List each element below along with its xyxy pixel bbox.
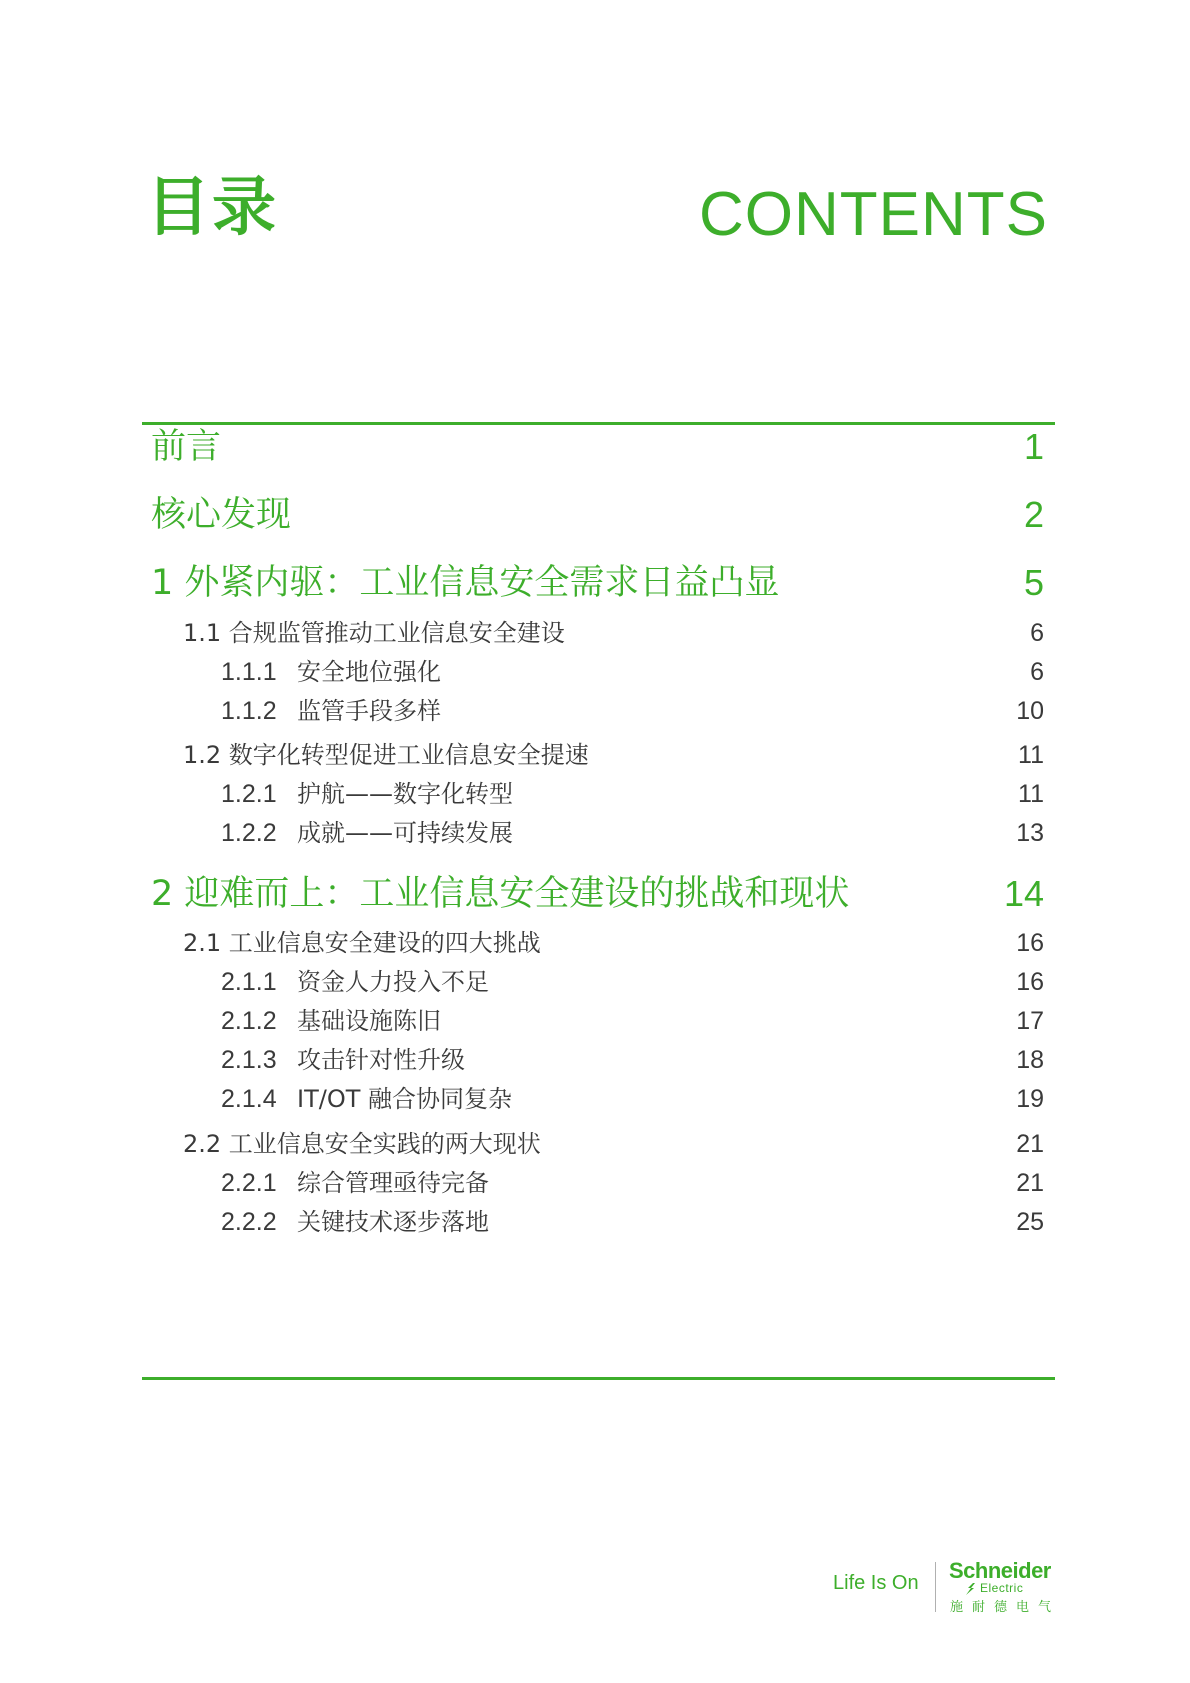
toc-entry[interactable] [0,779,1190,809]
toc-entry-page: 11 [1018,741,1044,769]
toc-entry[interactable] [0,1045,1190,1075]
toc-entry-label: 1.2 数字化转型促进工业信息安全提速 [183,741,589,769]
toc-entry-label: 关键技术逐步落地 [297,1208,489,1236]
toc-entry-page: 6 [1030,619,1044,647]
brand-mark-icon [963,1582,977,1596]
toc-entry-label: IT/OT 融合协同复杂 [297,1085,513,1113]
toc-entry-page: 21 [1016,1130,1044,1158]
toc-entry-page: 19 [1016,1085,1044,1113]
toc-entry-label: 1.1 合规监管推动工业信息安全建设 [183,619,565,647]
toc-entry-page: 6 [1030,658,1044,686]
toc-entry[interactable] [0,618,1190,648]
toc-entry-page: 18 [1016,1046,1044,1074]
toc-entry[interactable] [0,818,1190,848]
toc-entry-label: 监管手段多样 [297,697,441,725]
toc-entry[interactable] [0,495,1190,535]
footer-tagline: Life Is On [833,1572,919,1594]
toc-entry-page: 2 [1023,494,1044,535]
brand-sub: Electric [980,1581,1024,1595]
toc-entry[interactable] [0,427,1190,467]
toc-entry-number: 2.1.4 [221,1085,277,1113]
toc-entry-page: 10 [1016,697,1044,725]
toc-entry-label: 基础设施陈旧 [297,1007,441,1035]
toc-entry-label: 前言 [151,427,222,467]
page-title-en: CONTENTS [699,180,1048,249]
toc-entry-label: 安全地位强化 [297,658,441,686]
toc-entry[interactable] [0,1006,1190,1036]
toc-entry-page: 16 [1016,968,1044,996]
toc-entry-number: 2.2.2 [221,1208,277,1236]
toc-entry[interactable] [0,696,1190,726]
toc-entry-page: 21 [1016,1169,1044,1197]
toc-entry-page: 13 [1016,819,1044,847]
toc-entry-number: 1.2.2 [221,819,277,847]
toc-entry[interactable] [0,874,1190,914]
toc-entry-label: 综合管理亟待完备 [297,1169,489,1197]
toc-entry-page: 5 [1023,562,1044,603]
toc-entry-page: 17 [1016,1007,1044,1035]
toc-entry-number: 2.2.1 [221,1169,277,1197]
toc-entry-label: 1 外紧内驱：工业信息安全需求日益凸显 [151,563,780,603]
toc-entry[interactable] [0,1084,1190,1114]
brand-name-cn: 施耐德电气 [950,1600,1061,1615]
toc-entry-label: 成就——可持续发展 [297,819,513,847]
bottom-divider [142,1377,1055,1380]
toc-entry-label: 护航——数字化转型 [297,780,513,808]
toc-entry-number: 2.1.3 [221,1046,277,1074]
toc-entry-number: 1.1.1 [221,658,277,686]
toc-entry[interactable] [0,740,1190,770]
toc-entry-label: 核心发现 [151,495,292,535]
toc-entry-page: 1 [1023,426,1044,467]
toc-entry-label: 资金人力投入不足 [297,968,489,996]
toc-entry[interactable] [0,967,1190,997]
toc-entry-label: 2.2 工业信息安全实践的两大现状 [183,1130,541,1158]
toc-entry-label: 2.1 工业信息安全建设的四大挑战 [183,929,541,957]
toc-entry-page: 25 [1016,1208,1044,1236]
page-title-cn: 目录 [146,171,278,245]
toc-entry-number: 1.2.1 [221,780,277,808]
toc-entry[interactable] [0,1168,1190,1198]
toc-entry[interactable] [0,928,1190,958]
toc-entry-label: 2 迎难而上：工业信息安全建设的挑战和现状 [151,874,850,914]
footer-divider [935,1562,936,1612]
toc-entry[interactable] [0,1129,1190,1159]
toc-entry[interactable] [0,563,1190,603]
toc-entry-page: 14 [1003,873,1044,914]
toc-entry-label: 攻击针对性升级 [297,1046,465,1074]
toc-entry[interactable] [0,657,1190,687]
toc-entry-page: 16 [1016,929,1044,957]
toc-entry-page: 11 [1018,780,1044,808]
toc-entry-number: 2.1.1 [221,968,277,996]
toc-entry[interactable] [0,1207,1190,1237]
brand-name: Schneider [949,1558,1051,1583]
toc-entry-number: 2.1.2 [221,1007,277,1035]
toc-entry-number: 1.1.2 [221,697,277,725]
